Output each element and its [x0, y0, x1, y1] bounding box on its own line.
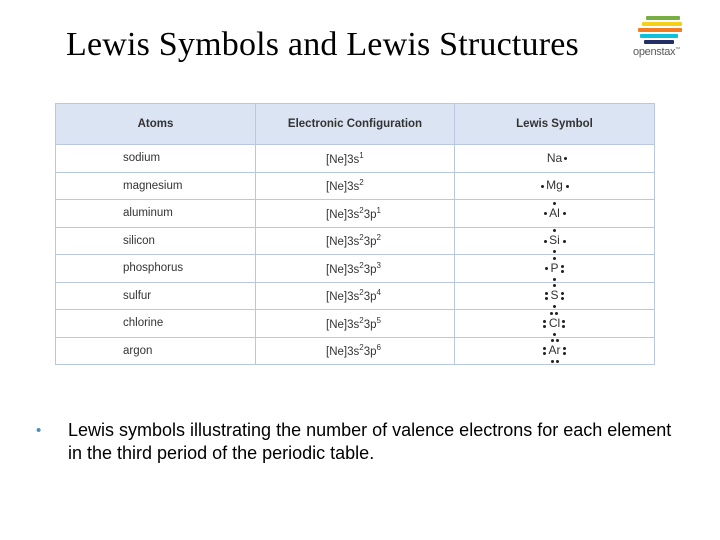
electron-dot — [553, 305, 556, 308]
config-s-exponent: 1 — [359, 150, 364, 160]
config-s-exponent: 2 — [359, 178, 364, 188]
header-atoms: Atoms — [56, 104, 256, 145]
element-symbol: Si — [549, 233, 560, 247]
atom-name-cell: aluminum — [56, 200, 256, 228]
config-base: [Ne]3s — [326, 291, 360, 304]
element-symbol: Al — [549, 205, 560, 220]
electron-dot — [553, 333, 556, 336]
atom-name-cell: sodium — [56, 145, 256, 173]
config-p-exponent: 3 — [376, 260, 381, 270]
config-p-orbital: 3p — [363, 208, 377, 221]
lewis-symbol-table — [55, 103, 655, 365]
electron-dot — [563, 352, 566, 355]
electron-config-cell — [256, 172, 455, 200]
lewis-symbol — [549, 317, 560, 331]
electron-dot — [553, 278, 556, 281]
config-p-exponent: 5 — [376, 315, 381, 325]
config-base: [Ne]3s — [326, 346, 360, 359]
electron-dot — [564, 157, 567, 160]
header-electronic-configuration: Electronic Configuration — [256, 104, 455, 145]
lewis-symbol-cell — [455, 337, 655, 365]
logo-text: openstax — [633, 46, 676, 58]
lewis-symbol-cell — [455, 200, 655, 228]
lewis-symbol — [550, 289, 558, 303]
config-p-exponent: 4 — [376, 288, 381, 298]
electron-config-cell — [256, 337, 455, 365]
electron-dot — [561, 265, 564, 268]
electron-dot — [556, 339, 559, 342]
openstax-logo — [630, 16, 700, 64]
config-s-exponent: 2 — [359, 205, 364, 215]
config-s-exponent: 2 — [359, 343, 364, 353]
config-p-exponent: 1 — [376, 205, 381, 215]
config-base: [Ne]3s — [326, 208, 360, 221]
table-row — [56, 200, 655, 228]
electron-dot — [555, 312, 558, 315]
element-symbol: Ar — [548, 343, 561, 357]
config-p-orbital: 3p — [363, 291, 377, 304]
caption-text: Lewis symbols illustrating the number of valence electrons for each element in the third period of the periodic table. — [68, 420, 672, 463]
electron-dot — [550, 312, 553, 315]
lewis-symbol — [549, 207, 560, 221]
logo-bar-2 — [642, 22, 682, 26]
config-p-orbital: 3p — [363, 346, 377, 359]
table-header-row — [56, 104, 655, 145]
electron-dot — [544, 212, 547, 215]
config-p-exponent: 6 — [376, 343, 381, 353]
table-row — [56, 310, 655, 338]
electron-config-cell — [256, 145, 455, 173]
electron-config-cell — [256, 200, 455, 228]
element-symbol: P — [550, 260, 559, 275]
electron-dot — [551, 339, 554, 342]
table-row — [56, 282, 655, 310]
electron-dot — [553, 257, 556, 260]
electron-config-cell — [256, 227, 455, 255]
bullet-marker: • — [36, 422, 42, 439]
electron-config-cell — [256, 310, 455, 338]
element-symbol: Na — [546, 150, 563, 165]
element-symbol: S — [550, 288, 559, 302]
lewis-symbol — [550, 262, 558, 276]
config-base: [Ne]3s — [326, 153, 360, 166]
electron-dot — [543, 352, 546, 355]
config-s-exponent: 2 — [359, 260, 364, 270]
electron-config-cell — [256, 282, 455, 310]
table-row — [56, 337, 655, 365]
electron-dot — [544, 240, 547, 243]
element-symbol: Cl — [548, 315, 561, 330]
config-p-orbital: 3p — [363, 318, 377, 331]
electron-dot — [545, 267, 548, 270]
electron-dot — [545, 292, 548, 295]
config-s-exponent: 2 — [359, 233, 364, 243]
config-base: [Ne]3s — [326, 236, 360, 249]
electron-dot — [545, 297, 548, 300]
lewis-symbol-cell — [455, 145, 655, 173]
electron-dot — [553, 202, 556, 205]
electron-dot — [566, 185, 569, 188]
electron-dot — [562, 325, 565, 328]
config-p-orbital: 3p — [363, 236, 377, 249]
logo-wordmark — [633, 46, 680, 58]
config-p-exponent: 2 — [376, 233, 381, 243]
electron-dot — [553, 284, 556, 287]
atom-name-cell: silicon — [56, 227, 256, 255]
lewis-symbol — [549, 344, 561, 358]
electron-dot — [561, 292, 564, 295]
lewis-symbol — [546, 179, 563, 193]
lewis-symbol-cell — [455, 227, 655, 255]
slide-title: Lewis Symbols and Lewis Structures — [66, 26, 579, 63]
lewis-symbol — [547, 152, 562, 166]
lewis-symbol-cell — [455, 282, 655, 310]
lewis-symbol-cell — [455, 310, 655, 338]
config-s-exponent: 2 — [359, 288, 364, 298]
logo-trademark: ™ — [675, 46, 680, 53]
atom-name-cell: chlorine — [56, 310, 256, 338]
electron-config-cell — [256, 255, 455, 283]
electron-dot — [543, 347, 546, 350]
atom-name-cell: argon — [56, 337, 256, 365]
atom-name-cell: phosphorus — [56, 255, 256, 283]
electron-dot — [556, 360, 559, 363]
config-p-orbital: 3p — [363, 263, 377, 276]
table-row — [56, 145, 655, 173]
config-base: [Ne]3s — [326, 181, 360, 194]
table-row — [56, 172, 655, 200]
config-base: [Ne]3s — [326, 318, 360, 331]
lewis-symbol — [549, 234, 560, 248]
electron-dot — [541, 185, 544, 188]
electron-dot — [551, 360, 554, 363]
electron-dot — [561, 297, 564, 300]
electron-dot — [563, 240, 566, 243]
atom-name-cell: sulfur — [56, 282, 256, 310]
electron-dot — [561, 270, 564, 273]
config-base: [Ne]3s — [326, 263, 360, 276]
logo-bar-1 — [646, 16, 680, 20]
element-symbol: Mg — [546, 178, 563, 192]
table-row — [56, 227, 655, 255]
electron-dot — [543, 325, 546, 328]
electron-dot — [543, 320, 546, 323]
logo-bar-3 — [638, 28, 682, 32]
lewis-symbol-cell — [455, 172, 655, 200]
atom-name-cell: magnesium — [56, 172, 256, 200]
electron-dot — [562, 320, 565, 323]
config-s-exponent: 2 — [359, 315, 364, 325]
lewis-symbol-cell — [455, 255, 655, 283]
table-row — [56, 255, 655, 283]
electron-dot — [553, 229, 556, 232]
electron-dot — [563, 347, 566, 350]
logo-bar-5 — [644, 40, 674, 44]
header-lewis-symbol: Lewis Symbol — [455, 104, 655, 145]
logo-bar-4 — [640, 34, 678, 38]
electron-dot — [553, 250, 556, 253]
electron-dot — [563, 212, 566, 215]
